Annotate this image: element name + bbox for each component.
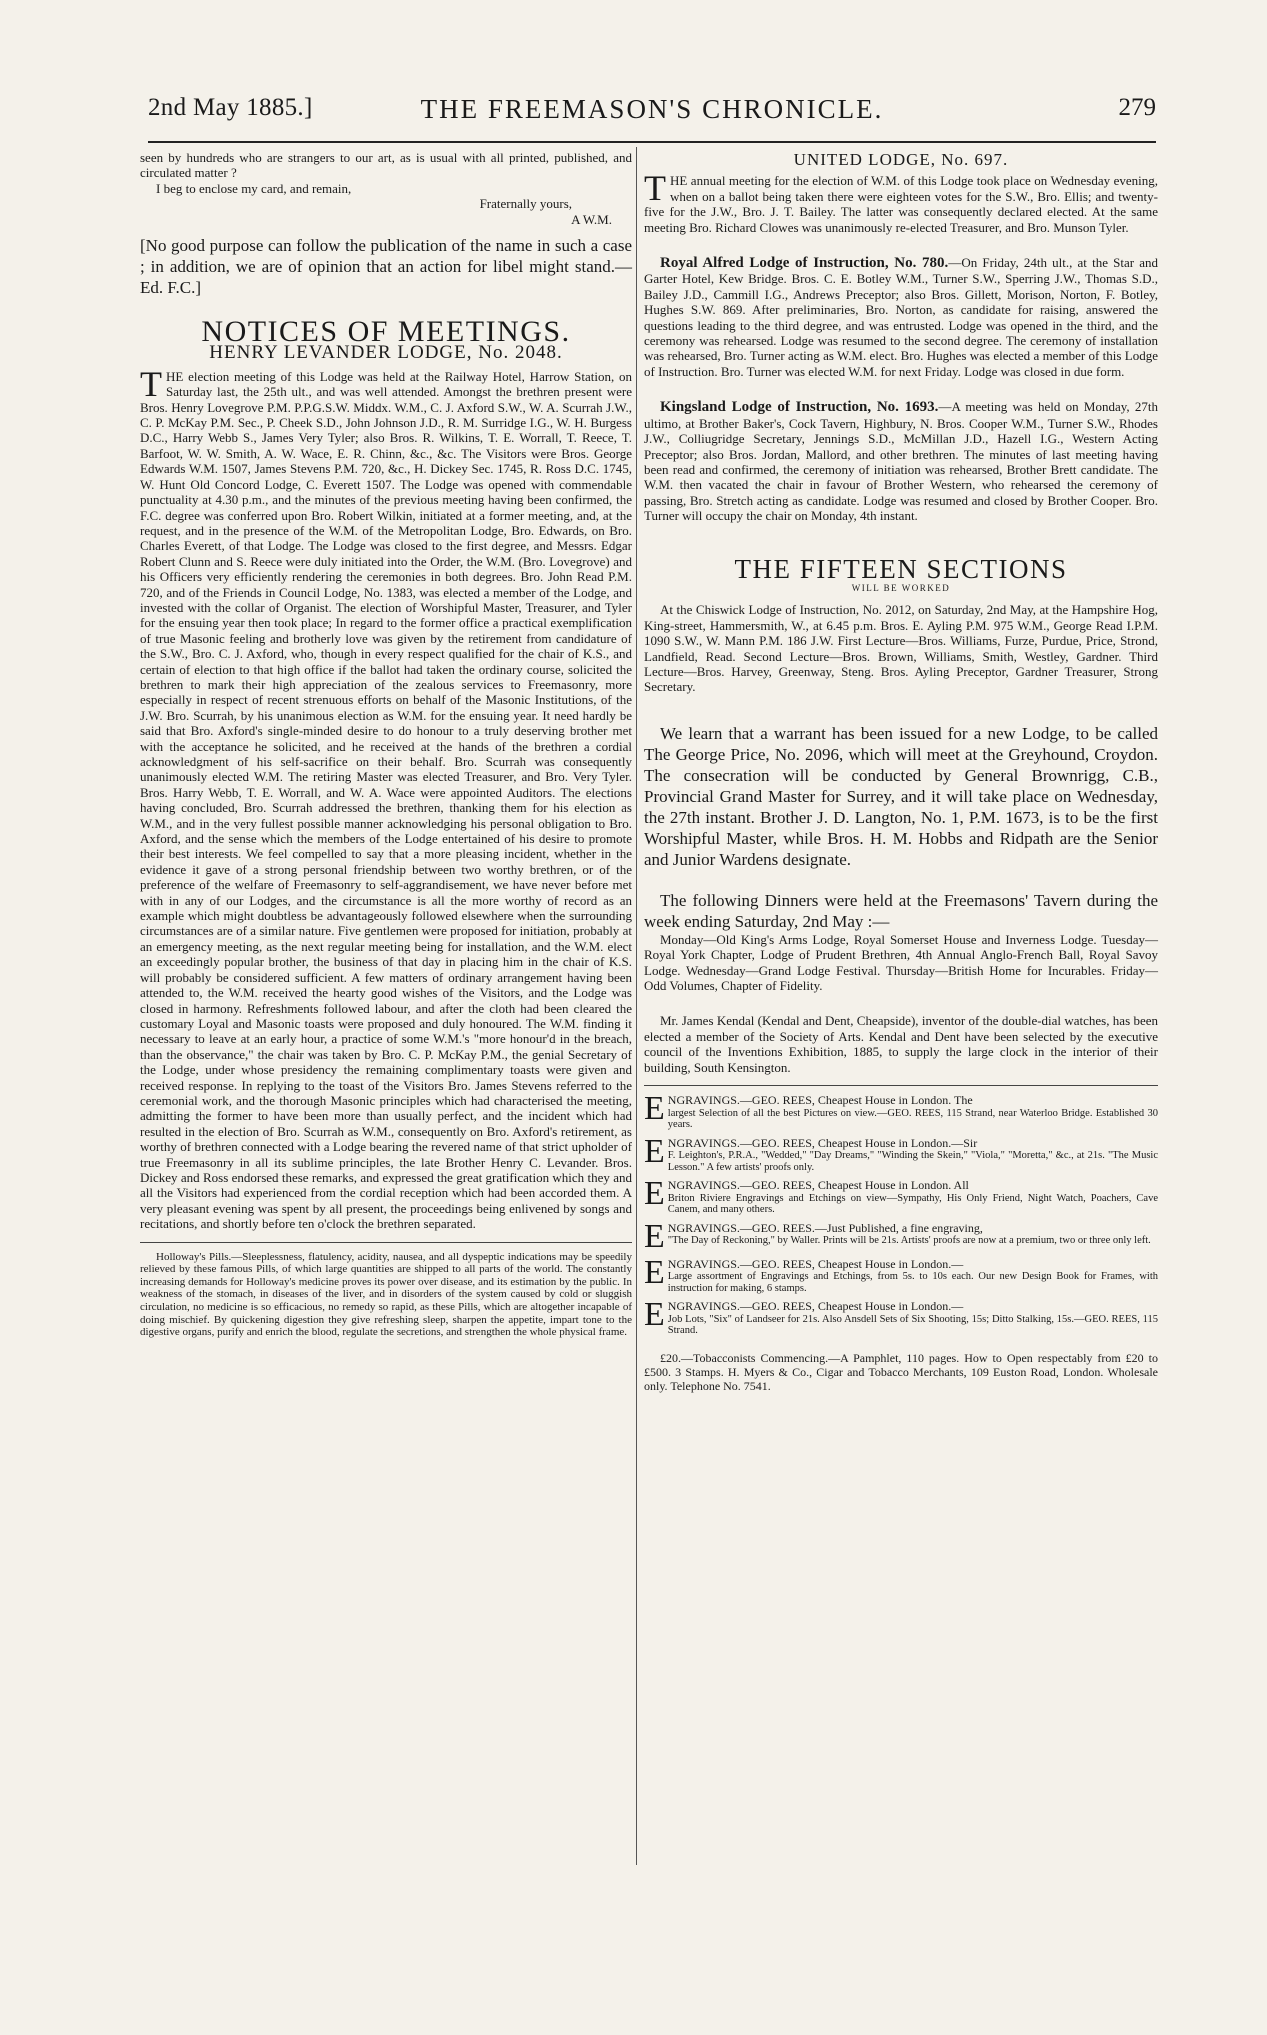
united-lodge-report: THE annual meeting for the election of W.M. of this Lodge took place on Wednesday evening, when on a ballot being taken there were eighteen votes for the S.W., Bro. Ellis; and twenty-five for the J.W., Bro. J. T. Bailey. The latter was consequently declared elected. At the same meeting Bro. Richard Clowes was unanimously re-elected Treasurer, and Bro. Munson Tyler. xyxy=(644,168,1158,235)
issue-date: 2nd May 1885.] xyxy=(148,94,313,121)
letter-closing: Fraternally yours, xyxy=(479,196,572,212)
advert-headline: NGRAVINGS.—GEO. REES, Cheapest House in London.— xyxy=(667,1300,964,1314)
drop-cap: E xyxy=(644,1179,665,1213)
royal-alfred-report: Royal Alfred Lodge of Instruction, No. 780.—On Friday, 24th ult., at the Star and Garter Hotel, Kew Bridge. Bros. C. E. Botley W.M., Turner S.W., Sperring J.W., Thomas S.D., Bailey J.D., Cammill I.G., Andrews Preceptor; also Bros. Gillett, Morison, Norton, F. Botley, Hughes S.W. 869. After preliminaries, Bro. Norton, as candidate for raising, answered the questions leading to the third degree, and was entrusted. Lodge was opened in the third, and the ceremony was rehearsed. Lodge was resumed to the second degree. The ceremony of installation was rehearsed, Bro. Turner acting as W.M. elect. Bro. Hughes was elected a member of this Lodge of Instruction. Bro. Turner was elected W.M. for next Friday. Lodge was closed in due form. xyxy=(644,255,1159,379)
drop-cap: E xyxy=(644,1094,665,1128)
engravings-advert xyxy=(644,1137,1158,1174)
dinners-list: Monday—Old King's Arms Lodge, Royal Somerset House and Inverness Lodge. Tuesday—Royal York Chapter, Lodge of Prudent Brethren, 4th Annual Anglo-French Ball, Royal Savoy Lodge. Wednesday—Grand Lodge Festival. Thursday—British Home for Incurables. Friday—Odd Volumes, Chapter of Fidelity. xyxy=(644,931,1158,993)
advert-detail: largest Selection of all the best Pictures on view.—GEO. REES, 115 Strand, near Waterloo Bridge. Established 30 years. xyxy=(667,1107,1158,1131)
left-column xyxy=(140,150,632,1339)
drop-cap: E xyxy=(644,1300,665,1334)
masthead-title: THE FREEMASON'S CHRONICLE. xyxy=(420,94,884,124)
advert-headline: NGRAVINGS.—GEO. REES, Cheapest House in London.— xyxy=(667,1257,964,1271)
kendal-notice: Mr. James Kendal (Kendal and Dent, Cheapside), inventor of the double-dial watches, has been elected a member of the Society of Arts. Kendal and Dent have been selected by the executive council of the Inventions Exhibition, 1885, to supply the large clock in the interior of their building, South Kensington. xyxy=(644,1013,1158,1075)
dinners-intro: The following Dinners were held at the Freemasons' Tavern during the week ending Saturday, 2nd May :— xyxy=(644,890,1158,931)
engravings-advert xyxy=(644,1258,1158,1295)
drop-cap: E xyxy=(644,1221,665,1252)
letter-enclose: I beg to enclose my card, and remain, xyxy=(156,180,352,196)
advert-headline: NGRAVINGS.—GEO. REES.—Just Published, a fine engraving, xyxy=(667,1221,983,1235)
engravings-advert xyxy=(644,1179,1158,1216)
advert-detail: Job Lots, "Six" of Landseer for 21s. Also Ansdell Sets of Six Shooting, 15s; Ditto Stalking, 15s.—GEO. REES, 115 Strand. xyxy=(667,1313,1158,1337)
drop-cap: E xyxy=(644,1136,665,1170)
advert-detail: Large assortment of Engravings and Etchings, from 5s. to 10s each. Our new Design Book for Frames, with instruction for making, 6 stamps. xyxy=(667,1271,1158,1294)
henry-levander-report: THE election meeting of this Lodge was held at the Railway Hotel, Harrow Station, on Saturday last, the 25th ult., and was well attended. Amongst the brethren present were Bros. Henry Lovegrove P.M. P.P.G.S.W. Middx. W.M., C. J. Axford S.W., W. A. Scurrah J.W., C. P. McKay P.M. Sec., P. Cheek S.D., John Johnson J.D., R. M. Surridge I.G., W. H. Burgess D.C., Harry Webb S., James Very Tyler; also Bros. R. Wilkins, T. E. Worrall, T. Reece, T. Barfoot, W. W. Smith, A. W. Wace, E. R. Chinn, &c., &c. The Visitors were Bros. George Edwards W.M. 1507, James Stevens P.M. 720, &c., H. Dickey Sec. 1745, R. Ross D.C. 1745, W. Hunt Old Concord Lodge, C. Everett 1507. The Lodge was opened with commendable punctuality at 4.30 p.m., and the minutes of the previous meeting having been confirmed, the F.C. degree was conferred upon Bro. Robert Wilkin, initiated at a former meeting, and, at the request, and in the presence of the W.M. of the Metropolitan Lodge, Bro. Edwards, on Bro. Charles Everett, of that Lodge. The Lodge was closed to the first degree, and Messrs. Edgar Robert Clunn and S. Reece were duly initiated into the Order, the W.M. (Bro. Lovegrove) and his Officers very efficiently rendering the ceremonies in both degrees. Bro. John Read P.M. 720, and of the Friends in Council Lodge, No. 1383, was elected a member of the Lodge, and invested with the collar of Organist. The election of Worshipful Master, Treasurer, and Tyler for the ensuing year then took place; In regard to the former office a practical exemplification of true Masonic feeling and brotherly love was given by the retirement from candidature of the S.W., Bro. C. J. Axford, who, though in every respect qualified for the chair of K.S., and certain of election to that high office if the ballot had taken the ordinary course, solicited the brethren to mark their high appreciation of the zealous services to Freemasonry, more especially in respect of recent strenuous efforts on behalf of the Masonic Institutions, of the J.W. Bro. Scurrah, by his unanimous election as W.M. for the ensuing year. It need hardly be said that Bro. Axford's single-minded desire to do honour to a truly deserving brother met with the acceptance he solicited, and he received at the hands of the brethren a cordial acknowledgment of his self-sacrifice on their behalf. Bro. Scurrah was consequently unanimously elected W.M. The retiring Master was elected Treasurer, and Bro. Very Tyler. Bros. Harry Webb, T. E. Worrall, and W. A. Wace were appointed Auditors. The elections having concluded, Bro. Scurrah addressed the brethren, thanking them for his election as W.M., and in the very fullest possible manner acknowledging his personal obligation to Bro. Axford, and the sense which the members of the Lodge entertained of his desire to promote their best interests. We feel compelled to say that a more pleasing incident, whether in the evidence it gave of a strong personal friendship between two worthy brethren, or of the preference of the welfare of Freemasonry to self-aggrandisement, we have never before met with in any of our Lodges, and the circumstance is all the more worthy of record as an example which might doubtless be advantageously followed elsewhere when the surrounding circumstances are of a similar nature. Five gentlemen were proposed for initiation, probably at an emergency meeting, as the next regular meeting being for installation, and the W.M. elect an exceedingly popular brother, the business of that day in placing him in the chair of K.S. will probably be considered sufficient. A few matters of ordinary arrangement having been attended to, the W.M. received the hearty good wishes of the Visitors, and the Lodge was closed in harmony. Refreshments followed labour, and after the cloth had been cleared the customary Loyal and Masonic toasts were proposed and duly honoured. The W.M. finding it necessary to leave at an early hour, a practice of some W.M.'s "more honour'd in the breach, than the observance," the chair was taken by Bro. C. P. McKay P.M., the genial Secretary of the Lodge, under whose presidency the remaining complimentary toasts were given and received response. In replying to the toast of the Visitors Bro. James Stevens referred to the ceremonial work, and the thorough Masonic principles which had characterised the meeting, admitting the former to have been more than usually perfect, and the incident which had resulted in the election of Bro. Scurrah as W.M., consequently on Bro. Axford's retirement, as worthy of brethren connected with a Lodge bearing the revered name of that strict upholder of true Freemasonry in all its sublime principles, the late Brother Henry C. Levander. Bros. Dickey and Ross endorsed these remarks, and expressed the great gratification which they and all the Visitors had experienced from the cordial reception which had been accorded them. A very pleasant evening was spent by all present, the proceedings being enlivened by songs and recitations, and shortly before ten o'clock the brethren separated. xyxy=(140,363,632,1232)
advert-headline: NGRAVINGS.—GEO. REES, Cheapest House in London.—Sir xyxy=(667,1136,978,1150)
header-rule xyxy=(148,141,1156,143)
kingsland-heading: Kingsland Lodge of Instruction, No. 1693. xyxy=(660,399,939,416)
footer-rule xyxy=(140,1242,632,1243)
page-number: 279 xyxy=(1118,94,1156,121)
column-divider xyxy=(636,147,637,1865)
kingsland-report: Kingsland Lodge of Instruction, No. 1693.—A meeting was held on Monday, 27th ultimo, at Brother Baker's, Cock Tavern, Highbury, N. Bros. Cooper W.M., Turner S.W., Rhodes J.W., Colliugridge Secretary, Jennings S.D., McMillan J.D., Hazell I.G., Western Acting Preceptor; also Bros. Jordan, Mallord, and other brethren. The minutes of last meeting having been read and confirmed, the ceremony of initiation was rehearsed, Brother Brett candidate. The W.M. then vacated the chair in favour of Brother Western, who rehearsed the ceremony of passing, Bro. Stretch acting as candidate. Lodge was resumed and closed by Brother Cooper. Bro. Turner will occupy the chair on Monday, 4th instant. xyxy=(644,399,1158,524)
engravings-adverts xyxy=(644,1094,1158,1337)
drop-cap: T xyxy=(644,168,666,209)
right-column xyxy=(644,150,1158,1393)
holloway-advert: Holloway's Pills.—Sleeplessness, flatulency, acidity, nausea, and all dyspeptic indications may be speedily relieved by these famous Pills, of which large quantities are shipped to all parts of the world. The constantly increasing demands for Holloway's medicine proves its power over disease, and its estimation by the public. In weakness of the stomach, in diseases of the liver, and in disorders of the system caused by cold or sluggish circulation, no medicine is so efficacious, no remedy so rapid, as these Pills, which are altogether incapable of doing mischief. By quickening digestion they give refreshing sleep, sharpen the appetite, impart tone to the digestive organs, purify and enrich the blood, regulate the secretions, and strengthen the whole physical frame. xyxy=(140,1250,632,1339)
letter-signature: A W.M. xyxy=(571,211,612,227)
advert-headline: NGRAVINGS.—GEO. REES, Cheapest House in London. The xyxy=(667,1094,973,1108)
united-lodge-heading: UNITED LODGE, No. 697. xyxy=(793,150,1009,169)
drop-cap: E xyxy=(644,1257,665,1291)
advert-detail: "The Day of Reckoning," by Waller. Prints will be 21s. Artists' proofs are now at a premium, two or three only left. xyxy=(667,1235,1151,1247)
fifteen-sections-body: At the Chiswick Lodge of Instruction, No. 2012, on Saturday, 2nd May, at the Hampshire Hog, King-street, Hammersmith, W., at 6.45 p.m. Bros. E. Ayling P.M. 975 W.M., George Read I.P.M. 1090 S.W., W. Mann P.M. 186 J.W. First Lecture—Bros. Williams, Furze, Purdue, Price, Strond, Landfield, Read. Second Lecture—Bros. Brown, Williams, Smith, Westley, Gardner. Third Lecture—Bros. Harvey, Greenway, Steng. Bros. Ayling Preceptor, Gardner Treasurer, Strong Secretary. xyxy=(644,602,1158,695)
adverts-rule xyxy=(644,1085,1158,1086)
fifteen-sections-heading: THE FIFTEEN SECTIONS xyxy=(734,553,1068,584)
drop-cap: T xyxy=(140,363,162,404)
notices-heading: NOTICES OF MEETINGS. xyxy=(201,315,571,349)
warrant-notice: We learn that a warrant has been issued for a new Lodge, to be called The George Price, No. 2096, which will meet at the Greyhound, Croydon. The consecration will be conducted by General Brownrigg, C.B., Provincial Grand Master for Surrey, and it will take place on Wednesday, the 27th instant. Brother J. D. Langton, No. 1, P.M. 1673, is to be the first Worshipful Master, while Bros. H. M. Hobbs and Ridpath are the Senior and Junior Wardens designate. xyxy=(644,723,1158,869)
tobacco-advert: £20.—Tobacconists Commencing.—A Pamphlet, 110 pages. How to Open respectably from £20 to £500. 3 Stamps. H. Myers & Co., Cigar and Tobacco Merchants, 109 Euston Road, London. Wholesale only. Telephone No. 7541. xyxy=(644,1350,1158,1393)
engravings-advert xyxy=(644,1094,1158,1131)
advert-detail: F. Leighton's, P.R.A., "Wedded," "Day Dreams," "Winding the Skein," "Viola," "Moretta," &c., at 21s. "The Music Lesson." A few artists' proofs only. xyxy=(667,1150,1158,1173)
advert-headline: NGRAVINGS.—GEO. REES, Cheapest House in London. All xyxy=(667,1179,969,1193)
engravings-advert xyxy=(644,1222,1158,1252)
letter-ending: seen by hundreds who are strangers to our art, as is usual with all printed, published, and circulated matter ? xyxy=(140,150,632,181)
advert-detail: Briton Riviere Engravings and Etchings on view—Sympathy, His Only Friend, Night Watch, Poachers, Cave Canem, and many others. xyxy=(667,1192,1158,1216)
engravings-advert xyxy=(644,1300,1158,1337)
page-header xyxy=(148,94,1156,134)
henry-levander-heading: HENRY LEVANDER LODGE, No. 2048. xyxy=(209,342,563,364)
royal-alfred-heading: Royal Alfred Lodge of Instruction, No. 780. xyxy=(660,255,949,272)
fifteen-sections-subheading: WILL BE WORKED xyxy=(851,582,951,593)
editor-note: [No good purpose can follow the publication of the name in such a case ; in addition, we are of opinion that an action for libel might stand.—Ed. F.C.] xyxy=(140,236,632,298)
